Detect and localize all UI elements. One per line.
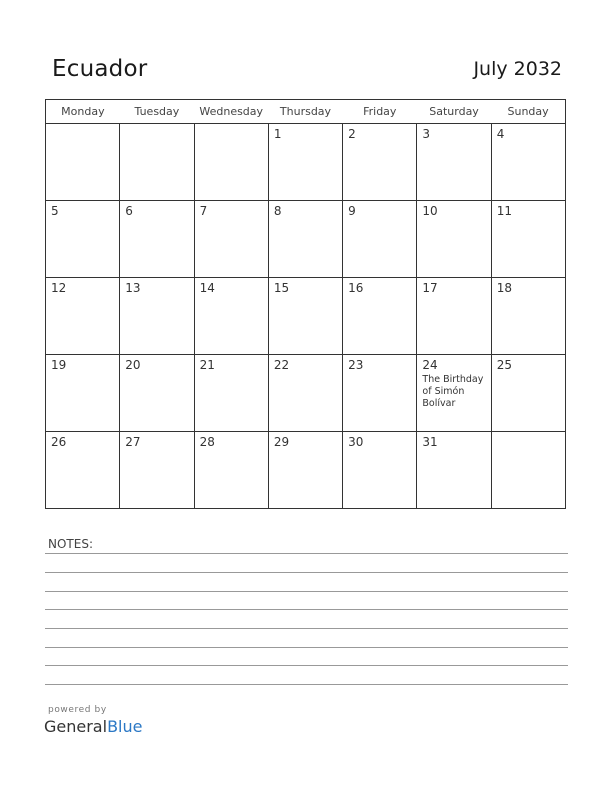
day-number: 30 [348, 435, 364, 449]
generalblue-logo [44, 717, 142, 736]
weekday-header-row [46, 100, 566, 124]
day-number: 1 [273, 127, 282, 141]
day-cell [417, 432, 491, 509]
day-cell [46, 278, 120, 355]
day-number: 21 [199, 358, 215, 372]
day-cell [120, 432, 194, 509]
day-number: 27 [125, 435, 141, 449]
weekday-header: Friday [343, 100, 417, 124]
day-cell [194, 201, 268, 278]
logo-general-text: General [44, 717, 108, 736]
day-number: 16 [348, 281, 364, 295]
day-cell [268, 355, 342, 432]
day-number: 12 [51, 281, 67, 295]
day-number [492, 432, 565, 435]
day-number: 18 [496, 281, 512, 295]
day-cell [120, 278, 194, 355]
day-cell [491, 355, 565, 432]
holiday-label: The Birthday of Simón Bolívar [422, 374, 484, 409]
notes-line [45, 628, 568, 629]
weekday-header: Thursday [268, 100, 342, 124]
logo-blue-text: Blue [107, 717, 143, 736]
calendar-country-title: Ecuador [52, 56, 148, 82]
day-cell [343, 278, 417, 355]
day-cell [491, 278, 565, 355]
notes-line [45, 553, 568, 554]
day-cell [417, 355, 491, 432]
notes-line [45, 609, 568, 610]
day-cell [491, 124, 565, 201]
week-row [46, 124, 566, 201]
day-cell [268, 278, 342, 355]
week-row [46, 201, 566, 278]
week-row [46, 355, 566, 432]
notes-line [45, 591, 568, 592]
weekday-header: Monday [46, 100, 120, 124]
powered-by-text: powered by [48, 705, 107, 715]
day-number [195, 124, 268, 127]
weekday-header: Sunday [491, 100, 565, 124]
calendar-grid [45, 99, 566, 509]
day-cell [491, 201, 565, 278]
weekday-header: Saturday [417, 100, 491, 124]
day-cell [46, 124, 120, 201]
day-cell [194, 278, 268, 355]
day-number: 25 [496, 358, 512, 372]
day-number: 10 [422, 204, 438, 218]
day-number: 29 [273, 435, 290, 449]
day-number: 20 [125, 358, 141, 372]
day-number: 28 [199, 435, 215, 449]
notes-line [45, 572, 568, 573]
day-number [120, 124, 193, 127]
day-cell [194, 355, 268, 432]
day-cell [343, 355, 417, 432]
day-cell [120, 355, 194, 432]
day-number [46, 124, 119, 127]
day-cell [417, 201, 491, 278]
day-number: 6 [125, 204, 133, 218]
notes-line [45, 665, 568, 666]
day-number: 22 [273, 358, 290, 372]
calendar-month-title: July 2032 [473, 58, 562, 80]
day-cell [491, 432, 565, 509]
day-cell [268, 432, 342, 509]
week-row [46, 432, 566, 509]
day-cell [417, 278, 491, 355]
day-cell [120, 124, 194, 201]
day-number: 26 [51, 435, 67, 449]
day-number: 7 [199, 204, 208, 218]
notes-line [45, 647, 568, 648]
day-number: 11 [496, 204, 512, 218]
day-number: 13 [125, 281, 141, 295]
weekday-header: Tuesday [120, 100, 194, 124]
day-cell [343, 432, 417, 509]
day-number: 19 [51, 358, 67, 372]
day-cell [268, 124, 342, 201]
day-number: 15 [273, 281, 290, 295]
day-number: 17 [422, 281, 438, 295]
week-row [46, 278, 566, 355]
day-number: 4 [496, 127, 505, 141]
day-number: 8 [273, 204, 282, 218]
day-cell [46, 432, 120, 509]
day-number: 3 [422, 127, 431, 141]
day-number: 24 [422, 358, 438, 372]
day-number: 9 [348, 204, 356, 218]
day-cell [194, 124, 268, 201]
day-number: 23 [348, 358, 364, 372]
day-number: 14 [199, 281, 215, 295]
notes-line [45, 684, 568, 685]
weekday-header: Wednesday [194, 100, 268, 124]
day-number: 5 [51, 204, 59, 218]
day-cell [268, 201, 342, 278]
day-number: 2 [348, 127, 356, 141]
day-cell [417, 124, 491, 201]
day-cell [343, 124, 417, 201]
day-cell [120, 201, 194, 278]
day-cell [46, 355, 120, 432]
day-cell [46, 201, 120, 278]
day-cell [343, 201, 417, 278]
day-number: 31 [422, 435, 438, 449]
notes-label: NOTES: [48, 537, 93, 551]
day-cell [194, 432, 268, 509]
